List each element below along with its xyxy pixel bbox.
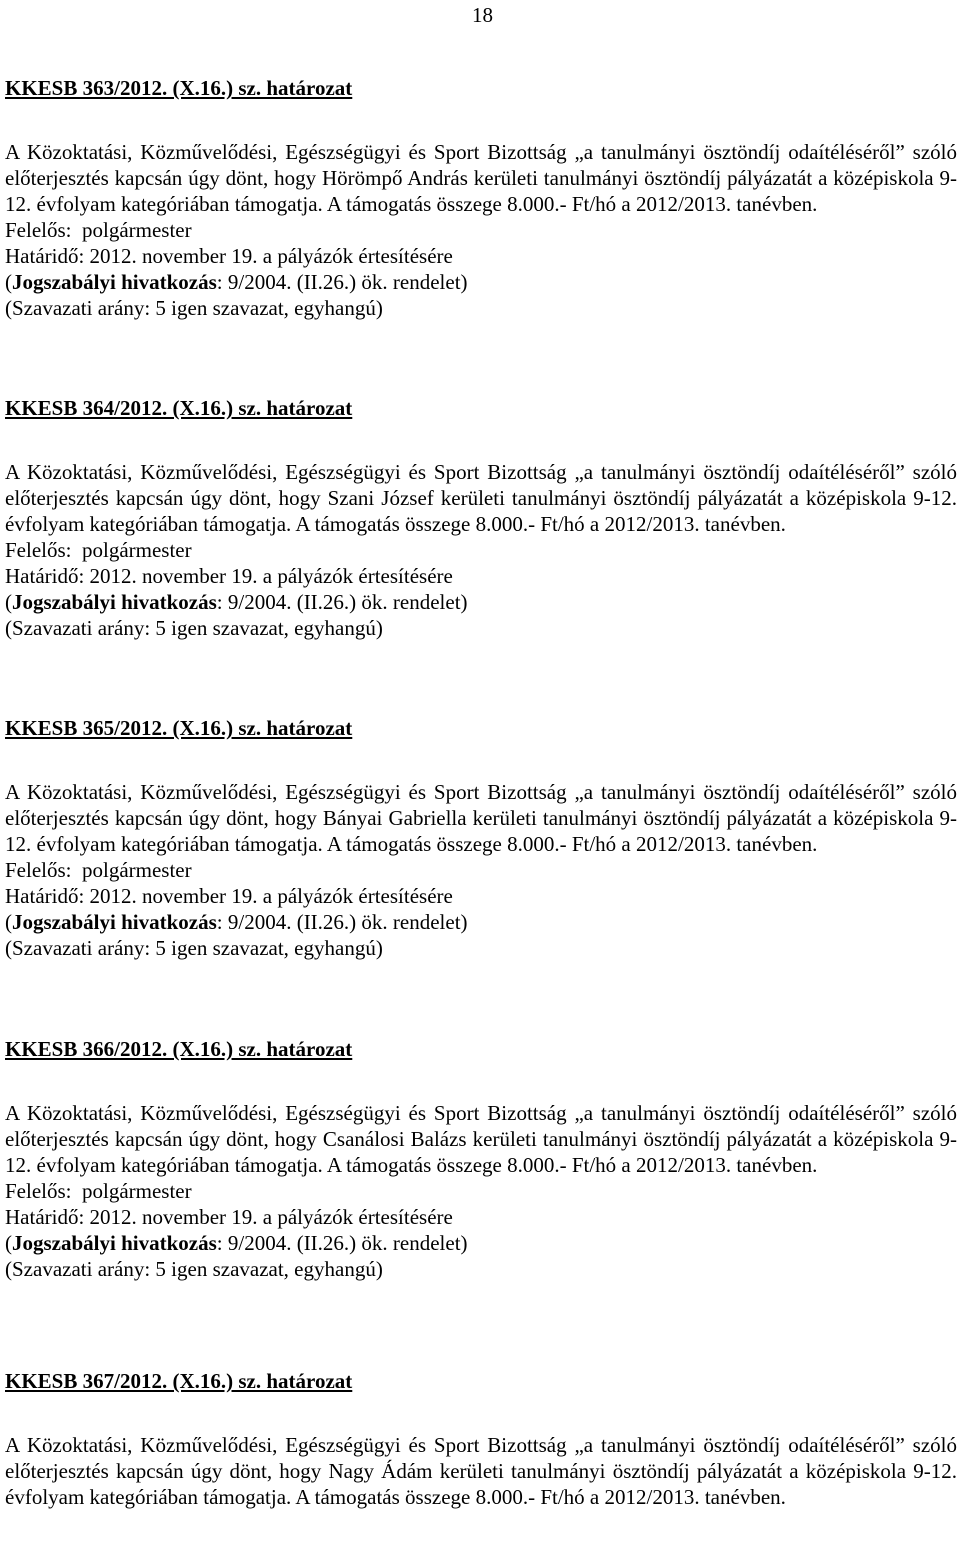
resolution-body: A Közoktatási, Közművelődési, Egészségügyi és Sport Bizottság „a tanulmányi ösztöndíj odaítéléséről” szóló előterjesztés kapcsán úgy dönt, hogy Hörömpő András kerületi tanulmányi ösztöndíj pályázatát a középiskola 9-12. évfolyam kategóriában támogatja. A támogatás összege 8.000.- Ft/hó a 2012/2013. tanévben. bbox=[5, 140, 957, 216]
responsible-label: Felelős: bbox=[5, 1179, 72, 1203]
resolution-body: A Közoktatási, Közművelődési, Egészségügyi és Sport Bizottság „a tanulmányi ösztöndíj odaítéléséről” szóló előterjesztés kapcsán úgy dönt, hogy Bányai Gabriella kerületi tanulmányi ösztöndíj pályázatát a középiskola 9-12. évfolyam kategóriában támogatja. A támogatás összege 8.000.- Ft/hó a 2012/2013. tanévben. bbox=[5, 780, 957, 856]
legal-reference-line bbox=[5, 909, 957, 935]
responsible-line bbox=[5, 217, 957, 243]
vote-line: (Szavazati arány: 5 igen szavazat, egyhangú) bbox=[5, 1257, 383, 1281]
responsible-value: polgármester bbox=[82, 538, 192, 562]
deadline-line: Határidő: 2012. november 19. a pályázók értesítésére bbox=[5, 564, 453, 588]
resolution-heading: KKESB 367/2012. (X.16.) sz. határozat bbox=[5, 1369, 353, 1393]
legal-reference-label: Jogszabályi hivatkozás bbox=[12, 910, 217, 934]
resolution-body: A Közoktatási, Közművelődési, Egészségügyi és Sport Bizottság „a tanulmányi ösztöndíj odaítéléséről” szóló előterjesztés kapcsán úgy dönt, hogy Szani József kerületi tanulmányi ösztöndíj pályázatát a középiskola 9-12. évfolyam kategóriában támogatja. A támogatás összege 8.000.- Ft/hó a 2012/2013. tanévben. bbox=[5, 460, 957, 536]
vote-line: (Szavazati arány: 5 igen szavazat, egyhangú) bbox=[5, 936, 383, 960]
legal-reference-line bbox=[5, 589, 957, 615]
responsible-value: polgármester bbox=[82, 218, 192, 242]
legal-reference-label: Jogszabályi hivatkozás bbox=[12, 590, 217, 614]
page-number: 18 bbox=[472, 3, 493, 27]
legal-reference-value: : 9/2004. (II.26.) ök. rendelet) bbox=[216, 1231, 468, 1255]
responsible-line bbox=[5, 857, 957, 883]
resolution-363 bbox=[5, 75, 957, 321]
responsible-label: Felelős: bbox=[5, 858, 72, 882]
legal-reference-label: Jogszabályi hivatkozás bbox=[12, 1231, 217, 1255]
resolution-body: A Közoktatási, Közművelődési, Egészségügyi és Sport Bizottság „a tanulmányi ösztöndíj odaítéléséről” szóló előterjesztés kapcsán úgy dönt, hogy Nagy Ádám kerületi tanulmányi ösztöndíj pályázatát a középiskola 9-12. évfolyam kategóriában támogatja. A támogatás összege 8.000.- Ft/hó a 2012/2013. tanévben. bbox=[5, 1433, 957, 1509]
legal-reference-line bbox=[5, 1230, 957, 1256]
legal-reference-value: : 9/2004. (II.26.) ök. rendelet) bbox=[216, 590, 468, 614]
deadline-line: Határidő: 2012. november 19. a pályázók értesítésére bbox=[5, 1205, 453, 1229]
legal-reference-line bbox=[5, 269, 957, 295]
vote-line: (Szavazati arány: 5 igen szavazat, egyhangú) bbox=[5, 296, 383, 320]
resolution-body: A Közoktatási, Közművelődési, Egészségügyi és Sport Bizottság „a tanulmányi ösztöndíj odaítéléséről” szóló előterjesztés kapcsán úgy dönt, hogy Csanálosi Balázs kerületi tanulmányi ösztöndíj pályázatát a középiskola 9-12. évfolyam kategóriában támogatja. A támogatás összege 8.000.- Ft/hó a 2012/2013. tanévben. bbox=[5, 1101, 957, 1177]
legal-reference-label: Jogszabályi hivatkozás bbox=[12, 270, 217, 294]
deadline-line: Határidő: 2012. november 19. a pályázók értesítésére bbox=[5, 244, 453, 268]
responsible-value: polgármester bbox=[82, 1179, 192, 1203]
responsible-line bbox=[5, 537, 957, 563]
legal-reference-open: ( bbox=[5, 910, 12, 934]
resolution-heading: KKESB 365/2012. (X.16.) sz. határozat bbox=[5, 716, 353, 740]
resolution-heading: KKESB 363/2012. (X.16.) sz. határozat bbox=[5, 76, 353, 100]
deadline-line: Határidő: 2012. november 19. a pályázók értesítésére bbox=[5, 884, 453, 908]
legal-reference-open: ( bbox=[5, 270, 12, 294]
responsible-line bbox=[5, 1178, 957, 1204]
legal-reference-value: : 9/2004. (II.26.) ök. rendelet) bbox=[216, 270, 468, 294]
responsible-value: polgármester bbox=[82, 858, 192, 882]
legal-reference-value: : 9/2004. (II.26.) ök. rendelet) bbox=[216, 910, 468, 934]
resolution-364 bbox=[5, 395, 957, 641]
responsible-label: Felelős: bbox=[5, 218, 72, 242]
resolution-heading: KKESB 364/2012. (X.16.) sz. határozat bbox=[5, 396, 353, 420]
legal-reference-open: ( bbox=[5, 1231, 12, 1255]
resolution-366 bbox=[5, 1036, 957, 1282]
resolution-heading: KKESB 366/2012. (X.16.) sz. határozat bbox=[5, 1037, 353, 1061]
vote-line: (Szavazati arány: 5 igen szavazat, egyhangú) bbox=[5, 616, 383, 640]
responsible-label: Felelős: bbox=[5, 538, 72, 562]
resolution-367 bbox=[5, 1368, 957, 1510]
resolution-365 bbox=[5, 715, 957, 961]
legal-reference-open: ( bbox=[5, 590, 12, 614]
